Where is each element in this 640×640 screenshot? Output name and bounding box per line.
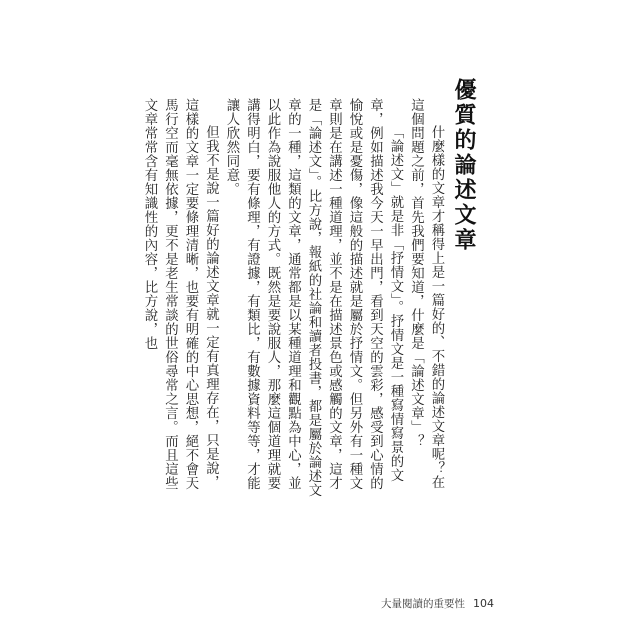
paragraph-3: 但我不是說一篇好的論述文章就一定有真理存在，只是說，這樣的文章一定要條理清晰，也要有明確的中心思想，絕不會天馬行空而毫無依據，更不是老生常談的世俗尋常之言。而且這些文章常常含有知識性的內容，比方說，也 bbox=[142, 98, 219, 490]
running-footer-title: 大量閱讀的重要性 bbox=[381, 598, 465, 610]
page-footer bbox=[381, 596, 494, 611]
section-heading: 優質的論述文章 bbox=[451, 78, 476, 253]
body-text bbox=[139, 98, 447, 498]
paragraph-1: 什麼樣的文章才稱得上是一篇好的、不錯的論述文章呢？在這個問題之前，首先我們要知道，什麼是「論述文章」？ bbox=[408, 98, 444, 489]
page-number: 104 bbox=[473, 597, 494, 610]
paragraph-2: 「論述文」就是非「抒情文」。抒情文是一種寫情寫景的文章，例如描述我今天一早出門，看到天空的雲彩，感受到心情的愉悅或是憂傷，像這般的描述就是屬於抒情文。但另外有一種文章則是在講述一種道理，並不是在描述景色或感觸的文章，這才是「論述文」。比方說，報紙的社論和讀者投書，都是屬於論述文章的一種，這類的文章，通常都是以某種道理和觀點為中心，並以此作為說服他人的方式。既然是要說服人，那麼這個道理就要講得明白，要有條理，有證據，有類比，有數據資料等等，才能讓人欣然同意。 bbox=[224, 98, 403, 498]
